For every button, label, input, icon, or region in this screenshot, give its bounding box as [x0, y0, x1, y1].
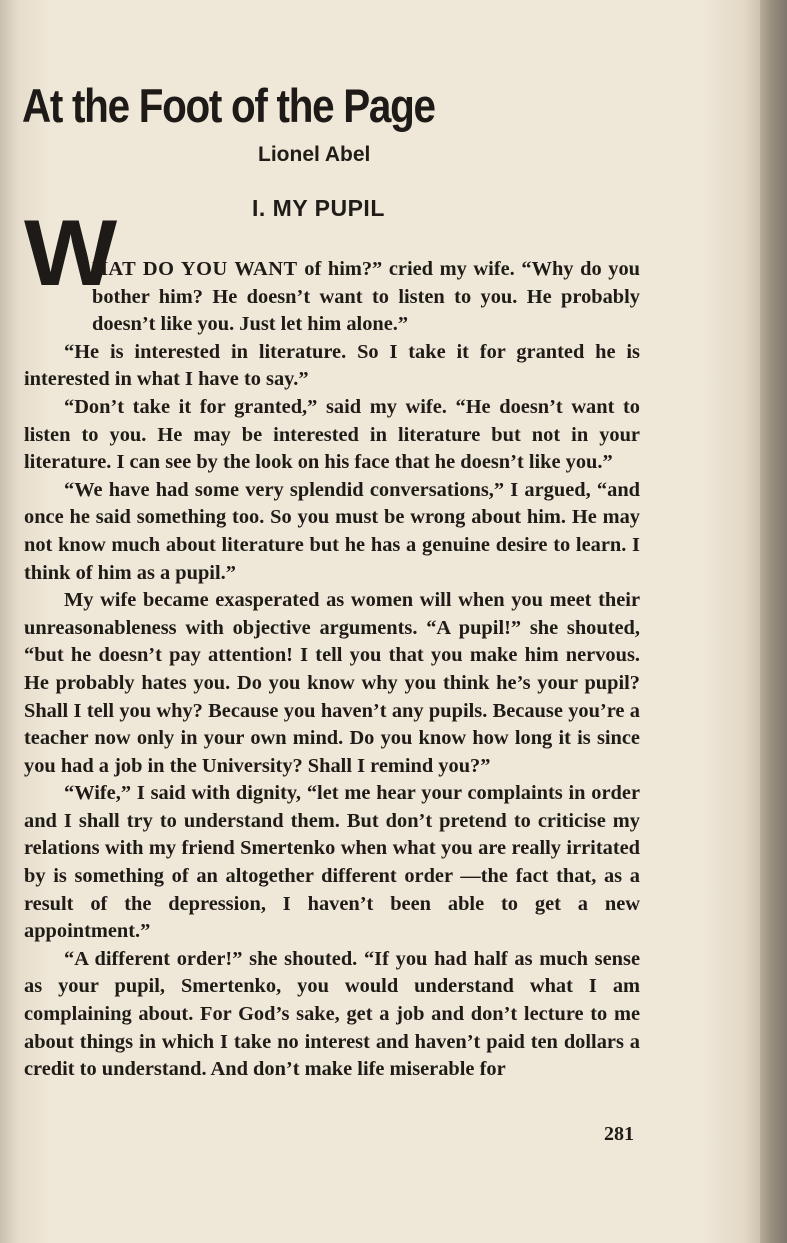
page-number: 281	[604, 1123, 634, 1145]
section-heading: I. MY PUPIL	[252, 195, 385, 221]
paragraph-2: “He is interested in literature. So I take it for granted he is interested in what I have to say.”	[24, 340, 640, 391]
drop-cap: W	[24, 200, 118, 305]
page-edge	[760, 0, 787, 1243]
paragraph-1	[24, 256, 640, 339]
paragraph-1-text: of him?” cried my wife. “Why do you bother him? He doesn’t want to listen to you. He probably doesn’t like you. Just let him alone.”	[92, 258, 640, 336]
paragraph-4: “We have had some very splendid conversations,” I argued, “and once he said something too. So you must be wrong about him. He may not know much about literature but he has a genuine desire to learn. I think of him as a pupil.”	[24, 478, 640, 584]
paragraph-5: My wife became exasperated as women will when you meet their unreasonableness with objective arguments. “A pupil!” she shouted, “but he doesn’t pay attention! I tell you that you make him nervous. He probably hates you. Do you know why you think he’s your pupil? Shall I tell you why? Because you haven’t any pupils. Because you’re a teacher now only in your own mind. Do you know how long it is since you had a job in the University? Shall I remind you?”	[24, 589, 640, 777]
paragraph-3: “Don’t take it for granted,” said my wife. “He doesn’t want to listen to you. He may be interested in literature but not in your literature. I can see by the look on his face that he doesn’t like you.”	[24, 395, 640, 474]
opening-small-caps: HAT DO YOU WANT	[92, 258, 298, 280]
paragraph-6: “Wife,” I said with dignity, “let me hear your complaints in order and I shall try to understand them. But don’t pretend to criticise my relations with my friend Smertenko when what you are really irritated by is something of an altogether different order —the fact that, as a result of the depression, I haven’t been able to get a new appointment.”	[24, 782, 640, 943]
paragraph-7: “A different order!” she shouted. “If you had half as much sense as your pupil, Smertenko, you would understand what I am complaining about. For God’s sake, get a job and don’t lecture to me about things in which I take no interest and haven’t paid ten dollars a credit to understand. And don’t make life miserable for	[24, 947, 640, 1081]
body-text	[24, 256, 640, 1084]
author-name: Lionel Abel	[258, 143, 371, 166]
page-title: At the Foot of the Page	[22, 79, 435, 132]
